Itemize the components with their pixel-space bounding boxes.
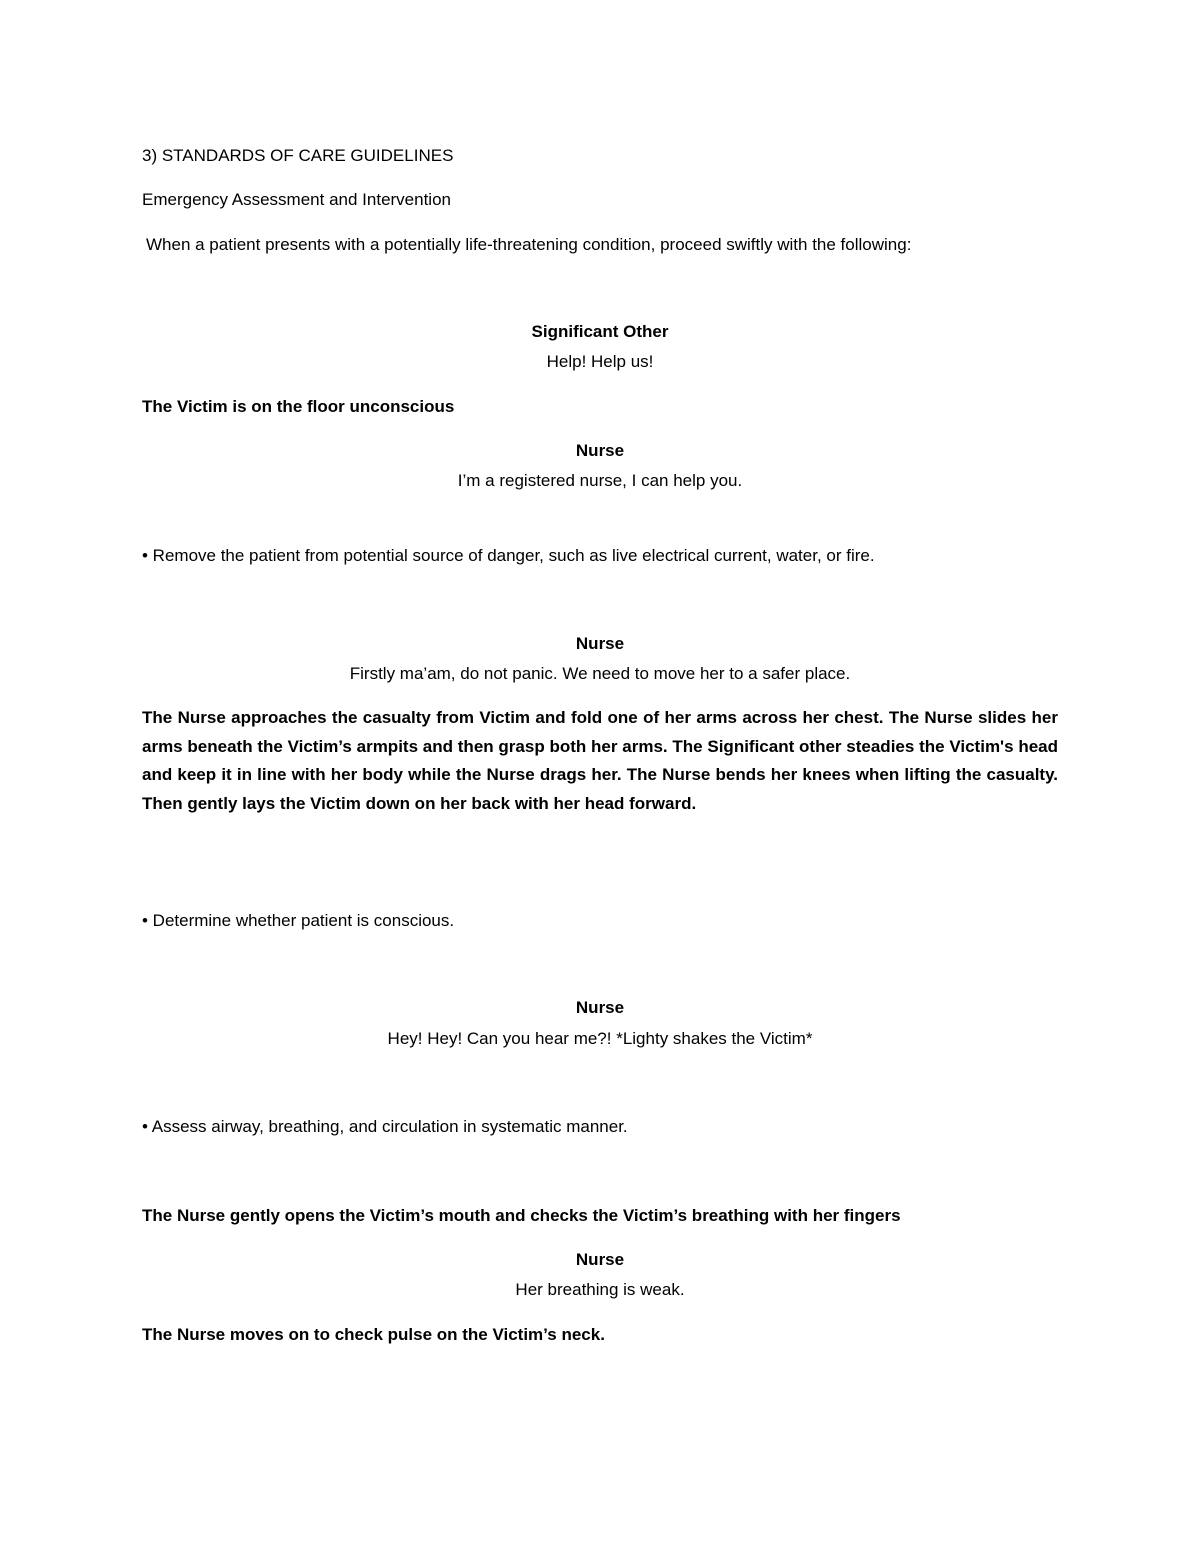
dialogue-line: Firstly ma’am, do not panic. We need to move her to a safer place. [349,664,851,683]
stage-direction: The Victim is on the floor unconscious [142,397,455,416]
speaker-nurse: Nurse [575,1250,625,1269]
section-heading: 3) STANDARDS OF CARE GUIDELINES [142,146,454,165]
intro-paragraph: When a patient presents with a potentially life-threatening condition, proceed swiftly with the following: [146,235,912,254]
speaker-nurse: Nurse [575,634,625,653]
speaker-nurse: Nurse [575,998,625,1017]
speaker-significant-other: Significant Other [531,322,669,341]
stage-direction-paragraph: The Nurse approaches the casualty from Victim and fold one of her arms across her chest. The Nurse slides her arms beneath the Victim’s armpits and then grasp both her arms. The Significant other steadies the Victim's head and keep it in line with her body while the Nurse drags her. The Nurse bends her knees when lifting the casualty. Then gently lays the Victim down on her back with her head forward. [142,708,1058,813]
bullet-assess-abc: • Assess airway, breathing, and circulation in systematic manner. [142,1117,628,1136]
dialogue-line: Her breathing is weak. [515,1280,685,1299]
stage-direction: The Nurse gently opens the Victim’s mouth and checks the Victim’s breathing with her fingers [142,1206,901,1225]
bullet-remove-danger: • Remove the patient from potential source of danger, such as live electrical current, water, or fire. [142,546,875,565]
speaker-nurse: Nurse [575,441,625,460]
bullet-determine-conscious: • Determine whether patient is conscious. [142,911,455,930]
dialogue-line: Help! Help us! [546,352,654,371]
dialogue-line: I’m a registered nurse, I can help you. [457,471,743,490]
subheading: Emergency Assessment and Intervention [142,190,451,209]
dialogue-line: Hey! Hey! Can you hear me?! *Lighty shakes the Victim* [387,1029,813,1048]
stage-direction: The Nurse moves on to check pulse on the Victim’s neck. [142,1325,605,1344]
